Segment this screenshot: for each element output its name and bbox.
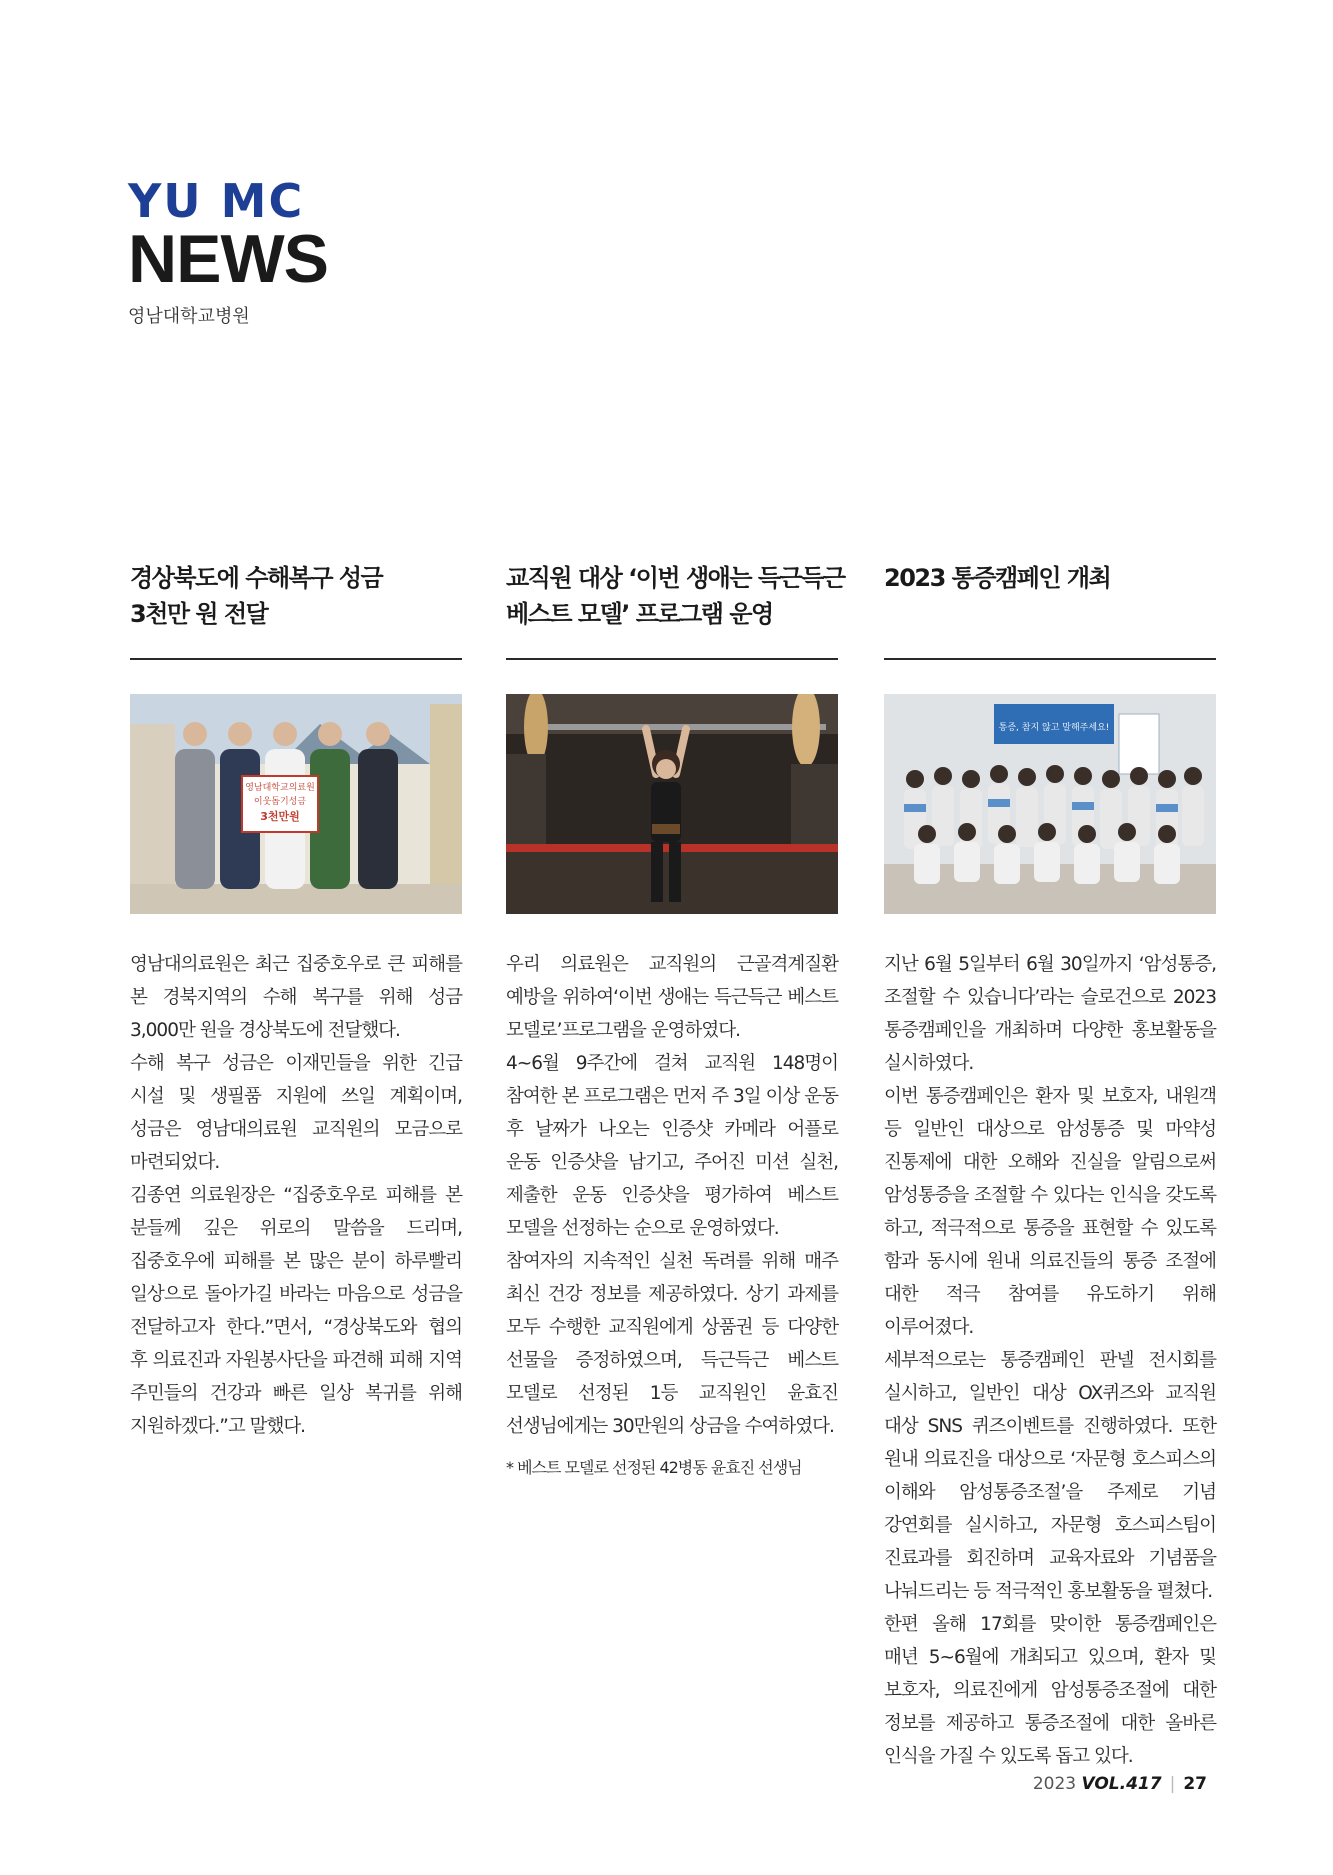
footer-year: 2023 <box>1032 1774 1077 1794</box>
article-title <box>130 560 462 658</box>
photo-caption: * 베스트 모델로 선정된 42병동 윤효진 선생님 <box>506 1458 802 1477</box>
donation-photo <box>130 694 462 914</box>
article-body <box>884 948 1216 1773</box>
footer-volume: VOL.417 <box>1081 1774 1162 1794</box>
article-title <box>884 560 1216 658</box>
paragraph: 4~6월 9주간에 걸쳐 교직원 148명이 참여한 본 프로그램은 먼저 주 3일 이상 운동 후 날짜가 나오는 인증샷 카메라 어플로 운동 인증샷을 남기고, 주어진 미션 실천, 제출한 운동 인증샷을 평가하여 베스트 모델을 선정하는 순으로 운영하였다. <box>506 1053 838 1239</box>
paragraph: 한편 올해 17회를 맞이한 통증캠페인은 매년 5~6월에 개최되고 있으며, 환자 및 보호자, 의료진에게 암성통증조절에 대한 정보를 제공하고 통증조절에 대한 올바른 인식을 가질 수 있도록 돕고 있다. <box>884 1614 1216 1767</box>
title-divider <box>130 658 462 660</box>
paragraph: 참여자의 지속적인 실천 독려를 위해 매주 최신 건강 정보를 제공하였다. 상기 과제를 모두 수행한 교직원에게 상품권 등 다양한 선물을 증정하였으며, 득근득근 베스트 모델로 선정된 1등 교직원인 윤효진 선생님에게는 30만원의 상금을 수여하였다. <box>506 1251 838 1437</box>
sign-line: 이웃돕기성금 <box>253 797 307 807</box>
yumc-logo: YU MC <box>128 174 305 228</box>
masthead <box>128 174 328 328</box>
article-title-line: 경상북도에 수해복구 성금 <box>130 564 383 592</box>
paragraph: 김종연 의료원장은 “집중호우로 피해를 본 분들께 깊은 위로의 말씀을 드리며, 집중호우에 피해를 본 많은 분이 하루빨리 일상으로 돌아가길 바라는 마음으로 성금을 전달하고자 한다.”면서, “경상북도와 협의 후 의료진과 자원봉사단을 파견해 피해 지역 주민들의 건강과 빠른 일상 복귀를 위해 지원하겠다.”고 말했다. <box>130 1185 462 1437</box>
page-number: 27 <box>1183 1774 1207 1794</box>
sign-line: 3천만원 <box>260 810 300 823</box>
campaign-group-photo <box>884 694 1216 914</box>
sign-line: 영남대학교의료원 <box>245 783 315 793</box>
article-pain-campaign <box>884 560 1216 1773</box>
paragraph: 이번 통증캠페인은 환자 및 보호자, 내원객 등 일반인 대상으로 암성통증 및 마약성 진통제에 대한 오해와 진실을 알림으로써 암성통증을 조절할 수 있다는 인식을 갖도록 하고, 적극적으로 통증을 표현할 수 있도록 함과 동시에 원내 의료진들의 통증 조절에 대한 적극 참여를 유도하기 위해 이루어졌다. <box>884 1086 1216 1338</box>
article-title-line: 2023 통증캠페인 개최 <box>884 564 1111 592</box>
article-title-line: 베스트 모델’ 프로그램 운영 <box>506 600 773 628</box>
banner-text: 통증, 참지 않고 말해주세요! <box>998 723 1110 733</box>
title-divider <box>506 658 838 660</box>
article-title-line: 교직원 대상 ‘이번 생애는 득근득근 <box>506 564 845 592</box>
paragraph: 우리 의료원은 교직원의 근골격계질환 예방을 위하여‘이번 생애는 득근득근 베스트 모델로’프로그램을 운영하였다. <box>506 954 838 1041</box>
paragraph: 수해 복구 성금은 이재민들을 위한 긴급 시설 및 생필품 지원에 쓰일 계획이며, 성금은 영남대의료원 교직원의 모금으로 마련되었다. <box>130 1053 462 1173</box>
article-best-model <box>506 560 845 1478</box>
article-donation <box>130 560 462 1443</box>
article-body <box>130 948 462 1443</box>
weightlifting-photo <box>506 694 838 914</box>
page-footer <box>1033 1774 1207 1794</box>
article-title <box>506 560 845 658</box>
article-body <box>506 948 838 1443</box>
paragraph: 지난 6월 5일부터 6월 30일까지 ‘암성통증, 조절할 수 있습니다’라는 슬로건으로 2023 통증캠페인을 개최하며 다양한 홍보활동을 실시하였다. <box>884 954 1216 1074</box>
footer-separator: | <box>1169 1774 1176 1794</box>
paragraph: 세부적으로는 통증캠페인 판넬 전시회를 실시하고, 일반인 대상 OX퀴즈와 교직원 대상 SNS 퀴즈이벤트를 진행하였다. 또한 원내 의료진을 대상으로 ‘자문형 호스피스의 이해와 암성통증조절’을 주제로 기념 강연회를 실시하고, 자문형 호스피스팀이 진료과를 회진하며 교육자료와 기념품을 나눠드리는 등 적극적인 홍보활동을 펼쳤다. <box>884 1350 1216 1602</box>
title-divider <box>884 658 1216 660</box>
hospital-name: 영남대학교병원 <box>128 306 250 327</box>
paragraph: 영남대의료원은 최근 집중호우로 큰 피해를 본 경북지역의 수해 복구를 위해 성금 3,000만 원을 경상북도에 전달했다. <box>130 954 462 1041</box>
article-title-line: 3천만 원 전달 <box>130 600 268 628</box>
news-title: NEWS <box>128 221 328 297</box>
